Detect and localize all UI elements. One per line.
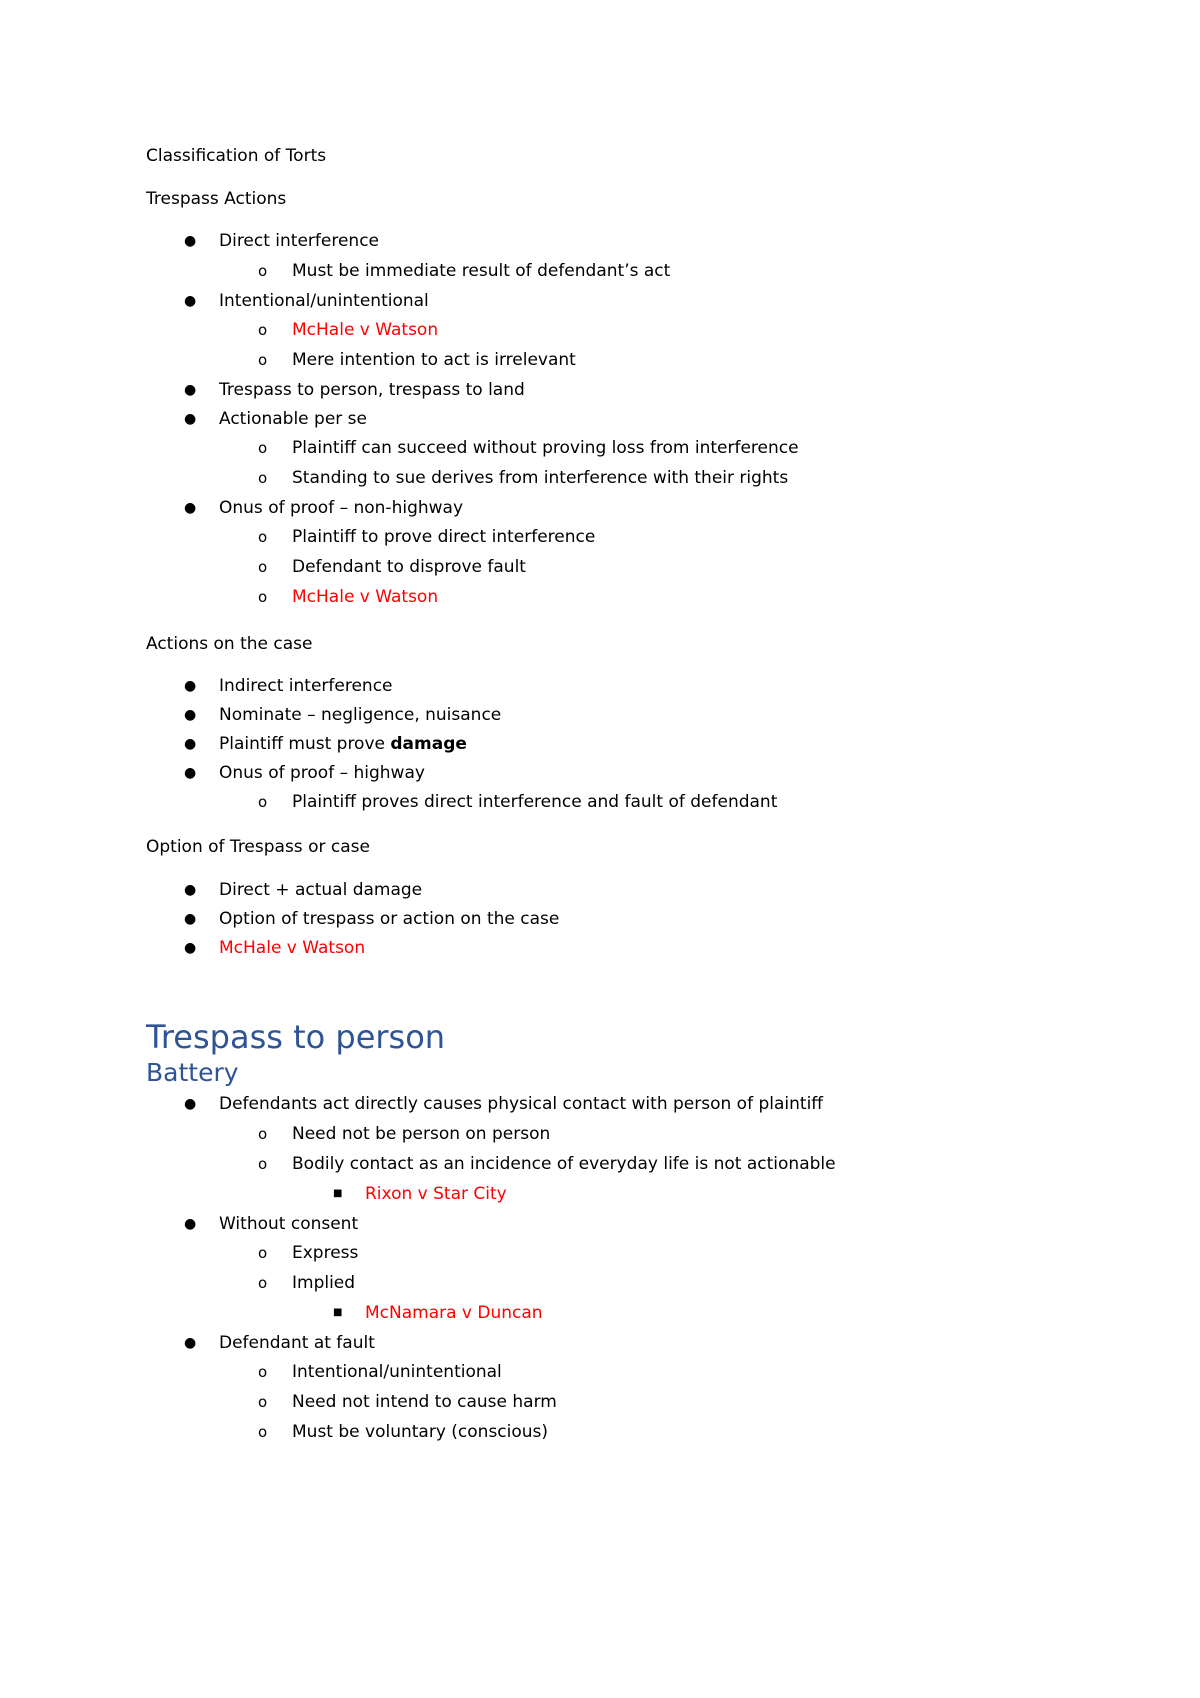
bullet-icon: ●: [184, 678, 197, 694]
list-item: o Plaintiff proves direct interference and fault of defendant: [258, 792, 778, 812]
list-item: o Express: [258, 1243, 359, 1263]
list-item: ● Actionable per se: [184, 409, 367, 429]
list-item: o Must be voluntary (conscious): [258, 1422, 549, 1442]
square-bullet-icon: ■: [333, 1307, 343, 1318]
bullet-icon: ●: [184, 940, 197, 956]
list-item: o Bodily contact as an incidence of everyday life is not actionable: [258, 1154, 836, 1174]
option-heading: Option of Trespass or case: [146, 837, 370, 857]
circle-bullet-icon: o: [258, 469, 268, 487]
list-item: ● Indirect interference: [184, 676, 393, 696]
trespass-actions-heading: Trespass Actions: [146, 189, 287, 209]
list-item: o Standing to sue derives from interference with their rights: [258, 468, 789, 488]
circle-bullet-icon: o: [258, 558, 268, 576]
circle-bullet-icon: o: [258, 1244, 268, 1262]
bullet-icon: ●: [184, 911, 197, 927]
bullet-icon: ●: [184, 500, 197, 516]
bullet-icon: ●: [184, 233, 197, 249]
circle-bullet-icon: o: [258, 1363, 268, 1381]
list-item: ● Direct interference: [184, 231, 380, 251]
list-item: ● Defendants act directly causes physical contact with person of plaintiff: [184, 1094, 823, 1114]
document-title: Classification of Torts: [146, 146, 327, 166]
circle-bullet-icon: o: [258, 321, 268, 339]
case-citation: McHale v Watson: [292, 587, 439, 607]
circle-bullet-icon: o: [258, 1155, 268, 1173]
circle-bullet-icon: o: [258, 588, 268, 606]
list-item: o Mere intention to act is irrelevant: [258, 350, 576, 370]
list-item: o Plaintiff can succeed without proving loss from interference: [258, 438, 799, 458]
circle-bullet-icon: o: [258, 439, 268, 457]
bullet-icon: ●: [184, 382, 197, 398]
trespass-to-person-heading: Trespass to person: [146, 1018, 446, 1056]
list-item: ● Trespass to person, trespass to land: [184, 380, 525, 400]
list-item: [146, 587, 1146, 607]
list-item: o Intentional/unintentional: [258, 1362, 502, 1382]
list-item: [146, 1303, 1146, 1323]
case-citation: McHale v Watson: [292, 320, 439, 340]
circle-bullet-icon: o: [258, 1423, 268, 1441]
bullet-icon: ●: [184, 736, 197, 752]
circle-bullet-icon: o: [258, 793, 268, 811]
actions-on-case-heading: Actions on the case: [146, 634, 313, 654]
list-item: ● Onus of proof – non-highway: [184, 498, 464, 518]
circle-bullet-icon: o: [258, 528, 268, 546]
list-item: ● Intentional/unintentional: [184, 291, 429, 311]
document-body: [146, 146, 1146, 1442]
case-citation: McHale v Watson: [219, 938, 366, 958]
list-item: ● Without consent: [184, 1214, 359, 1234]
list-item: [146, 320, 1146, 340]
bullet-icon: ●: [184, 882, 197, 898]
list-item: o Defendant to disprove fault: [258, 557, 526, 577]
list-item: o Implied: [258, 1273, 356, 1293]
option-list: [146, 880, 1146, 958]
actions-on-case-list: [146, 676, 1146, 812]
bullet-icon: ●: [184, 1335, 197, 1351]
bullet-icon: ●: [184, 1216, 197, 1232]
case-citation: McNamara v Duncan: [365, 1303, 543, 1323]
battery-list: [146, 1094, 1146, 1442]
battery-heading: Battery: [146, 1058, 239, 1087]
case-citation: Rixon v Star City: [365, 1184, 507, 1204]
bullet-icon: ●: [184, 765, 197, 781]
list-item: ● Nominate – negligence, nuisance: [184, 705, 502, 725]
circle-bullet-icon: o: [258, 1274, 268, 1292]
bullet-icon: ●: [184, 293, 197, 309]
list-item: ● Defendant at fault: [184, 1333, 375, 1353]
list-item: ● Option of trespass or action on the case: [184, 909, 560, 929]
list-item: ● Plaintiff must prove damage: [184, 734, 467, 754]
bullet-icon: ●: [184, 411, 197, 427]
list-item: o Need not be person on person: [258, 1124, 551, 1144]
bullet-icon: ●: [184, 1096, 197, 1112]
list-item: ● Onus of proof – highway: [184, 763, 425, 783]
list-item: o Need not intend to cause harm: [258, 1392, 557, 1412]
bullet-icon: ●: [184, 707, 197, 723]
list-item: o Must be immediate result of defendant’s act: [258, 261, 671, 281]
list-item: o Plaintiff to prove direct interference: [258, 527, 596, 547]
emphasis-text: damage: [390, 734, 467, 754]
list-item: [146, 938, 1146, 958]
list-item: ● Direct + actual damage: [184, 880, 423, 900]
list-item: [146, 1184, 1146, 1204]
circle-bullet-icon: o: [258, 351, 268, 369]
square-bullet-icon: ■: [333, 1188, 343, 1199]
trespass-actions-list: [146, 231, 1146, 607]
circle-bullet-icon: o: [258, 1393, 268, 1411]
circle-bullet-icon: o: [258, 1125, 268, 1143]
circle-bullet-icon: o: [258, 262, 268, 280]
